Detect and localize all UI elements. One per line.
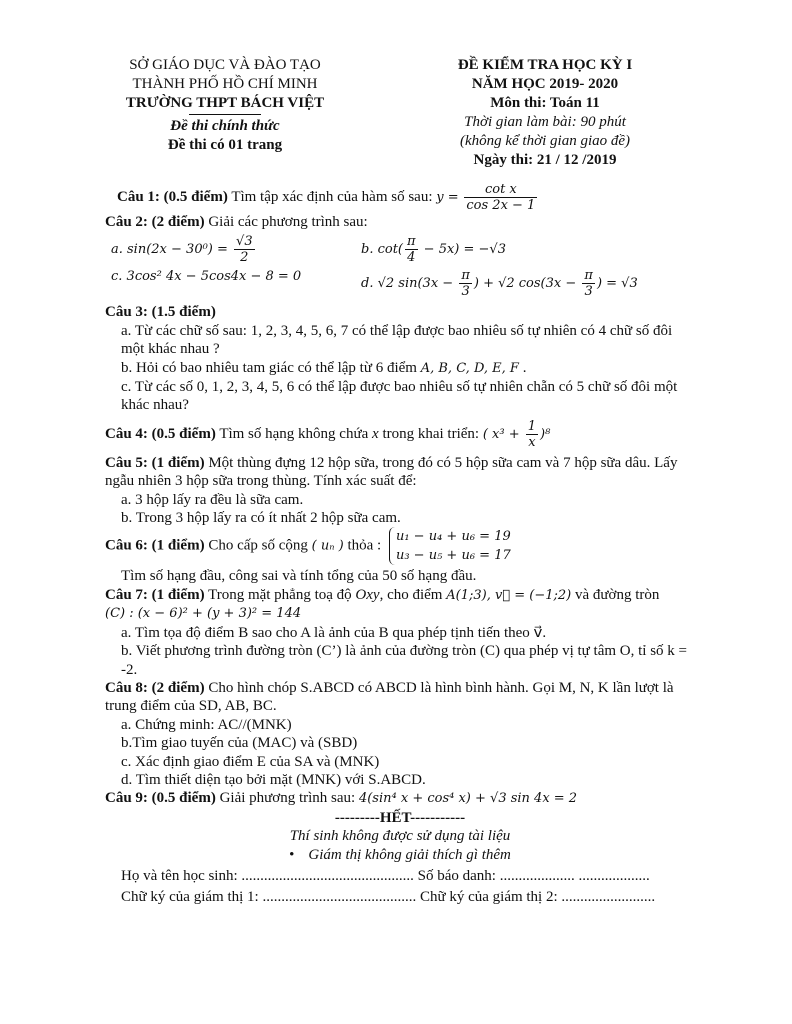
student-info-line: Họ và tên học sinh: .............................................. Số báo danh: .................... ...................	[121, 867, 650, 884]
city-name: THÀNH PHỐ HỒ CHÍ MINH	[132, 76, 318, 92]
duration: Thời gian làm bài: 90 phút	[464, 114, 626, 130]
question-8: Câu 8: (2 điểm) Cho hình chóp S.ABCD có ABCD là hình bình hành. Gọi M, N, K lần lượt là trung điểm của SD, AB, BC.	[105, 679, 674, 715]
question-2: Câu 2: (2 điểm) Giải các phương trình sau:	[105, 214, 368, 230]
exam-questions	[105, 182, 689, 907]
exam-title: ĐỀ KIỂM TRA HỌC KỲ I	[457, 57, 633, 73]
header-right	[395, 56, 695, 170]
bullet-icon: •	[289, 846, 295, 863]
school-name: TRƯỜNG THPT BÁCH VIỆT	[125, 95, 325, 111]
q2-row-cd	[111, 268, 689, 299]
q7-part-b: b. Viết phương trình đường tròn (C’) là ảnh của đường tròn (C) qua phép vị tự tâm O, tỉ số k = -2.	[121, 643, 688, 678]
question-7: Câu 7: (1 điểm) Trong mặt phẳng toạ độ Oxy, cho điểm A(1;3), v⃗ = (−1;2) và đường tròn	[105, 586, 660, 603]
q8-part-d: d. Tìm thiết diện tạo bởi mặt (MNK) với S.ABCD.	[121, 771, 426, 788]
q8-part-c: c. Xác định giao điểm E của SA và (MNK)	[121, 753, 380, 770]
question-1: Câu 1: (0.5 điểm) Tìm tập xác định của hàm số sau: y = $\frac{\text{cot x}}{\cos 2x - 1}$	[117, 182, 536, 213]
q7-circle: (C) : (x − 6)² + (y + 3)² = 144	[105, 606, 302, 622]
duration-note: (không kể thời gian giao đề)	[459, 133, 631, 149]
q6-system: u₁ − u₄ + u₆ = 19 u₃ − u₅ + u₆ = 17	[389, 527, 511, 565]
question-9: Câu 9: (0.5 điểm) Giải phương trình sau: 4(sin⁴ x + cos⁴ x) + √3 sin 4x = 2	[105, 790, 578, 807]
proctor-signature-line: Chữ ký của giám thị 1: ......................................... Chữ ký của giám thị 2: .........................	[121, 889, 656, 906]
q6-task: Tìm số hạng đầu, công sai và tính tổng của 50 số hạng đầu.	[121, 568, 477, 585]
official-label: Đề thi chính thức	[170, 118, 280, 134]
q8-part-a: a. Chứng minh: AC//(MNK)	[121, 716, 292, 733]
question-4: Câu 4: (0.5 điểm) Tìm số hạng không chứa x trong khai triển: ( x³ + $\frac{1}{x}$ )⁸	[105, 418, 551, 450]
q2-part-d: d. √2 sin(3x − $\frac{\pi}{3}$ ) + √2 cos(3x − $\frac{\pi}{3}$ ) = √3	[361, 268, 638, 300]
q5-part-b: b. Trong 3 hộp lấy ra có ít nhất 2 hộp sữa cam.	[121, 510, 401, 527]
exam-date: Ngày thi: 21 / 12 /2019	[473, 152, 617, 168]
header-divider	[189, 114, 261, 115]
question-5: Câu 5: (1 điểm) Một thùng đựng 12 hộp sữa, trong đó có 5 hộp sữa cam và 7 hộp sữa dâu. Lấy ngẫu nhiên 3 hộp sữa trong thùng. Tính xác suất để:	[105, 454, 678, 490]
proctor-note: • Giám thị không giải thích gì thêm	[289, 846, 511, 863]
q7-part-a: a. Tìm tọa độ điểm B sao cho A là ảnh của B qua phép tịnh tiến theo v⃗.	[121, 624, 547, 641]
school-year: NĂM HỌC 2019- 2020	[471, 76, 619, 92]
q2-part-c: c. 3cos² 4x − 5cos4x − 8 = 0	[111, 269, 302, 285]
q8-part-b: b.Tìm giao tuyến của (MAC) và (SBD)	[121, 735, 358, 752]
q1-fraction: $\frac{\text{cot x}}{\cos 2x - 1}$	[466, 182, 536, 213]
subject: Môn thi: Toán 11	[490, 95, 600, 111]
q3-part-c: c. Từ các số 0, 1, 2, 3, 4, 5, 6 có thể lập được bao nhiêu số tự nhiên chẵn có 5 chữ số đôi một khác nhau?	[121, 379, 678, 414]
page-count: Đề thi có 01 trang	[167, 137, 283, 153]
q5-part-a: a. 3 hộp lấy ra đều là sữa cam.	[121, 491, 304, 508]
q3-part-a: a. Từ các chữ số sau: 1, 2, 3, 4, 5, 6, 7 có thể lập được bao nhiêu số tự nhiên có 4 chữ số đôi một khác nhau ?	[121, 322, 673, 358]
q3-part-b: b. Hỏi có bao nhiêu tam giác có thể lập từ 6 điểm A, B, C, D, E, F .	[121, 359, 527, 376]
q2-row-ab	[111, 234, 689, 265]
end-marker: ---------HẾT-----------	[334, 809, 466, 826]
q2-part-a: a. sin(2x − 30⁰) = $\frac{√3}{2}$	[111, 234, 253, 266]
exam-header	[95, 56, 720, 168]
q2-part-b: b. cot( $\frac{\pi}{4}$ − 5x) = −√3	[361, 234, 506, 266]
header-left	[95, 56, 355, 155]
department-name: SỞ GIÁO DỤC VÀ ĐÀO TẠO	[129, 57, 321, 73]
no-materials-note: Thí sinh không được sử dụng tài liệu	[289, 828, 511, 845]
question-3: Câu 3: (1.5 điểm)	[105, 304, 216, 321]
question-6: Câu 6: (1 điểm) Cho cấp số cộng ( uₙ ) thỏa : u₁ − u₄ + u₆ = 19 u₃ − u₅ + u₆ = 17	[105, 529, 511, 564]
